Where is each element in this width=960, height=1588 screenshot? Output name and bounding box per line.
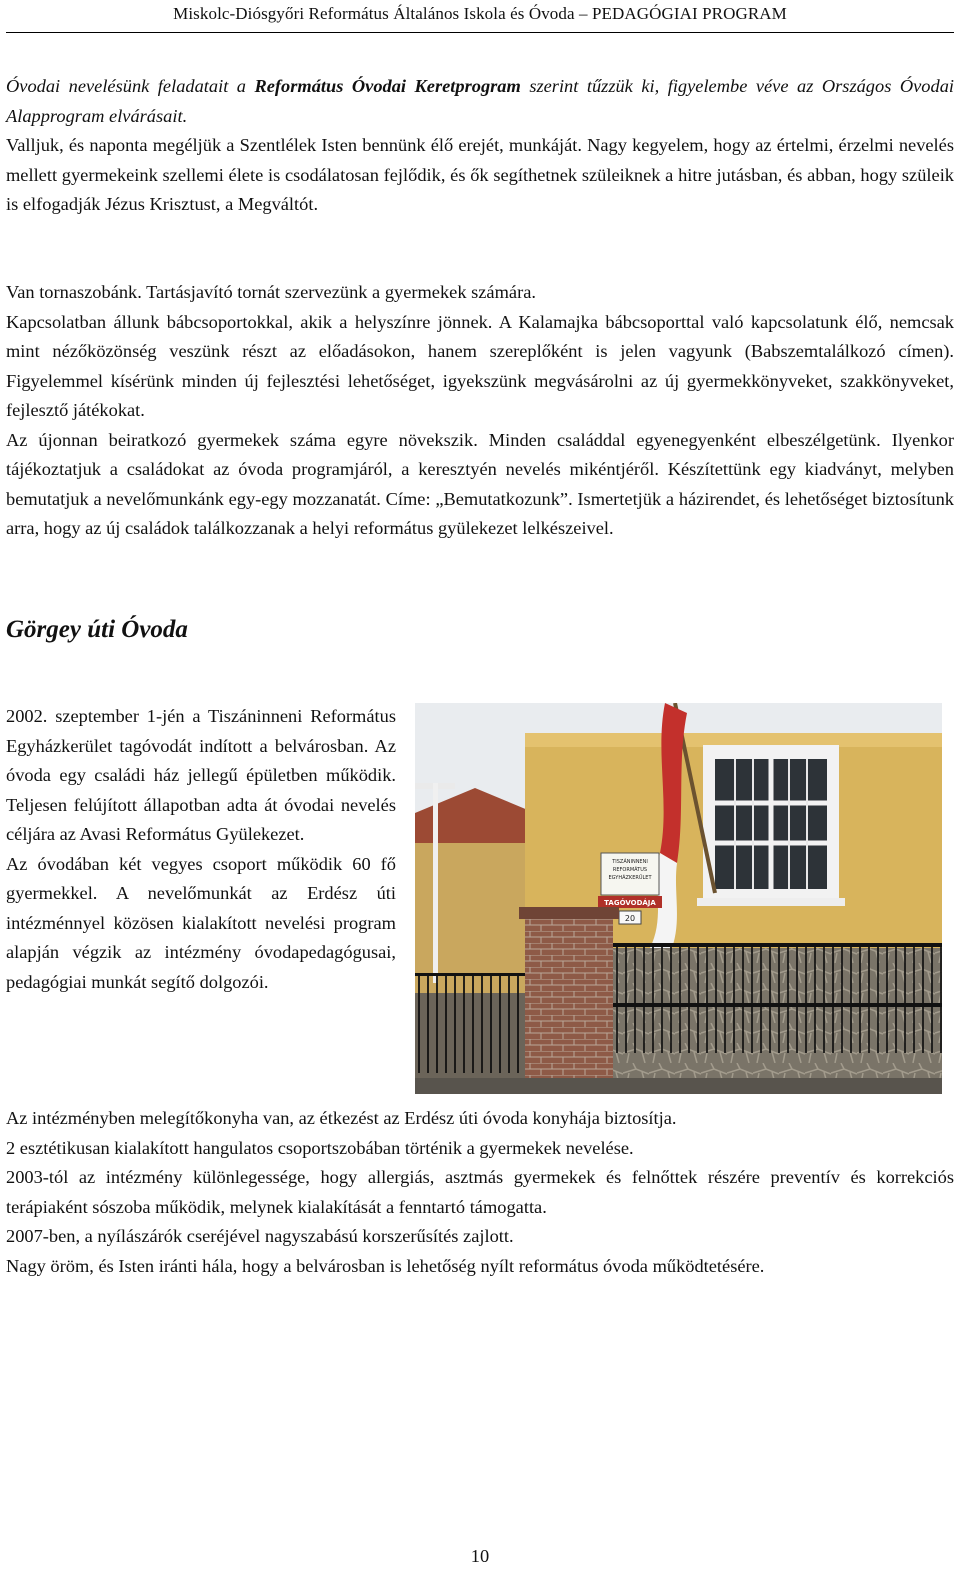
activities-paragraph-2: Kapcsolatban állunk bábcsoportokkal, akik a helyszínre jönnek. A Kalamajka bábcsoporttal való kapcsolatunk élő, nemcsak mint nézőközönség veszünk részt az előadásokon, hanem szereplőként is jelen vagyunk (Babszemtalálkozó címen). Figyelemmel kísérünk minden új fejlesztési lehetőséget, igyekszünk megvásárolni az új gyermekkönyveket, szakkönyveket, fejlesztő játékokat. [6,311,954,420]
activities-paragraph-1: Van tornaszobánk. Tartásjavító tornát szervezünk a gyermekek számára. [6,282,536,302]
intro-text-a: Óvodai nevelésünk feladatait a [6,76,255,96]
bottom-paragraph-2: 2 esztétikusan kialakított hangulatos csoportszobában történik a gyermekek nevelése. [6,1137,634,1158]
bottom-paragraph-1: Az intézményben melegítőkonyha van, az étkezést az Erdész úti óvoda konyhája biztosítja. [6,1108,677,1128]
building-illustration [415,703,942,1094]
intro-paragraph-2: Valljuk, és naponta megéljük a Szentlélek Isten bennünk élő erejét, munkáját. Nagy kegyelem, hogy az értelmi, érzelmi nevelés mellett gyermekeink szellemi élete is csodálatosan fejlődik, és ők segíthetnek szüleiknek a hitre jutásban, és abban, hogy szüleik is elfogadják Jézus Krisztust, a Megváltót. [6,135,954,214]
keretprogram-title: Református Óvodai Keretprogram [254,76,521,96]
header-rule [6,32,954,33]
left-paragraph-1: 2002. szeptember 1-jén a Tiszáninneni Református Egyházkerület tagóvodát indított a belvárosban. Az óvoda egy családi ház jellegű épületben működik. Teljesen felújított állapotban adta át óvodai nevelés céljára az Avasi Református Gyülekezet. [6,706,396,844]
intro-text-c: szerint tűzzük ki, figyelembe véve az Országos Óvodai Alapprogram elvárásait. [6,76,954,126]
page-number: 10 [470,1546,490,1566]
kindergarten-photo [415,703,942,1094]
section-bottom [6,1104,954,1281]
house-number: 20 [624,914,636,923]
activities-paragraph-3: Az újonnan beiratkozó gyermekek száma egyre növekszik. Minden családdal egyenegyenként elbeszélgetünk. Ilyenkor tájékoztatjuk a családokat az óvoda programjáról, a keresztyén nevelés mikéntjéről. Készítettünk egy kiadványt, melyben bemutatjuk a nevelőmunkánk egy-egy mozzanatát. Címe: „Bemutatkozunk”. Ismertetjük a házirendet, és lehetőséget biztosítunk arra, hogy az új családok találkozzanak a helyi református gyülekezet lelkészeivel. [6,429,954,538]
page-header: Miskolc-Diósgyőri Református Általános Iskola és Óvoda – PEDAGÓGIAI PROGRAM [173,4,787,23]
plaque-text-1: TISZÁNINNENI [612,859,648,865]
activities-section [6,278,954,544]
plaque-text-3: EGYHÁZKERÜLET [608,875,652,881]
left-paragraph-2: Az óvodában két vegyes csoport működik 60 fő gyermekkel. A nevelőmunkát az Erdész úti intézménnyel közösen kialakított nevelési program alapján végzik az intézmény óvodapedagógusai, pedagógiai munkát segítő dolgozói. [6,853,396,992]
section-left-column [6,702,396,997]
section-heading: Görgey úti Óvoda [6,616,188,643]
bottom-paragraph-4: 2007-ben, a nyílászárók cseréjével nagyszabású korszerűsítés zajlott. [6,1226,514,1246]
bottom-paragraph-5: Nagy öröm, és Isten iránti hála, hogy a belvárosban is lehetőség nyílt református óvoda működtetésére. [6,1255,765,1276]
plaque-sign-text: TAGÓVODÁJA [604,899,656,907]
intro-section [6,72,954,220]
bottom-paragraph-3: 2003-tól az intézmény különlegessége, hogy allergiás, asztmás gyermekek és felnőttek részére preventív és korrekciós terápiaként sószoba működik, melynek kialakítását a fenntartó támogatta. [6,1167,954,1217]
intro-paragraph-1 [6,72,954,131]
plaque-text-2: REFORMÁTUS [612,867,648,873]
